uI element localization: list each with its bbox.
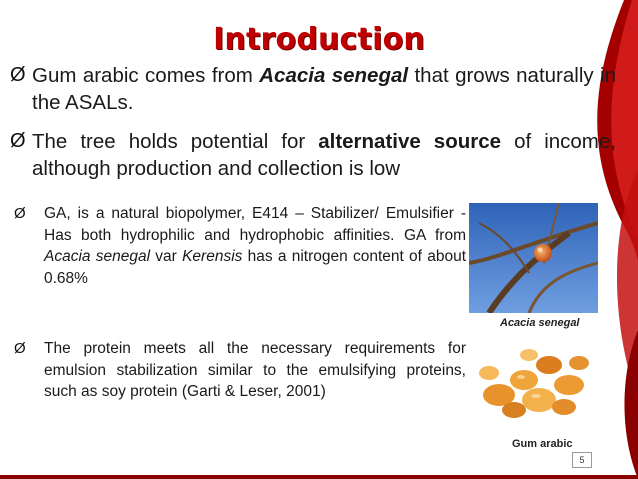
photo-caption: Acacia senegal [500,317,580,329]
bullet-1 [10,62,616,116]
bullet-3 [14,203,466,289]
bullet-text: The tree holds potential for alternative source of income, although production and collection is low [32,130,616,180]
bullet-4 [14,338,466,403]
bullet-arrow-icon: Ø [14,340,26,357]
page-number: 5 [572,452,592,468]
bullet-2 [10,128,616,182]
bullet-text: The protein meets all the necessary requirements for emulsion stabilization similar to the emulsifying proteins, such as soy protein (Garti & Leser, 2001) [44,340,466,400]
photo-caption: Gum arabic [512,438,573,450]
page-title: Introduction [213,22,425,57]
bullet-arrow-icon: Ø [10,64,26,86]
bullet-text: GA, is a natural biopolymer, E414 – Stabilizer/ Emulsifier - Has both hydrophilic and hydrophobic affinities. GA from Acacia senegal var Kerensis has a nitrogen content of about 0.68% [44,205,466,287]
gum-arabic-photo [469,335,598,430]
bullet-arrow-icon: Ø [10,130,26,152]
bullet-text: Gum arabic comes from Acacia senegal that grows naturally in the ASALs. [32,64,616,114]
footer-bar [0,475,638,479]
acacia-tree-photo [469,203,598,313]
bullet-arrow-icon: Ø [14,205,26,222]
